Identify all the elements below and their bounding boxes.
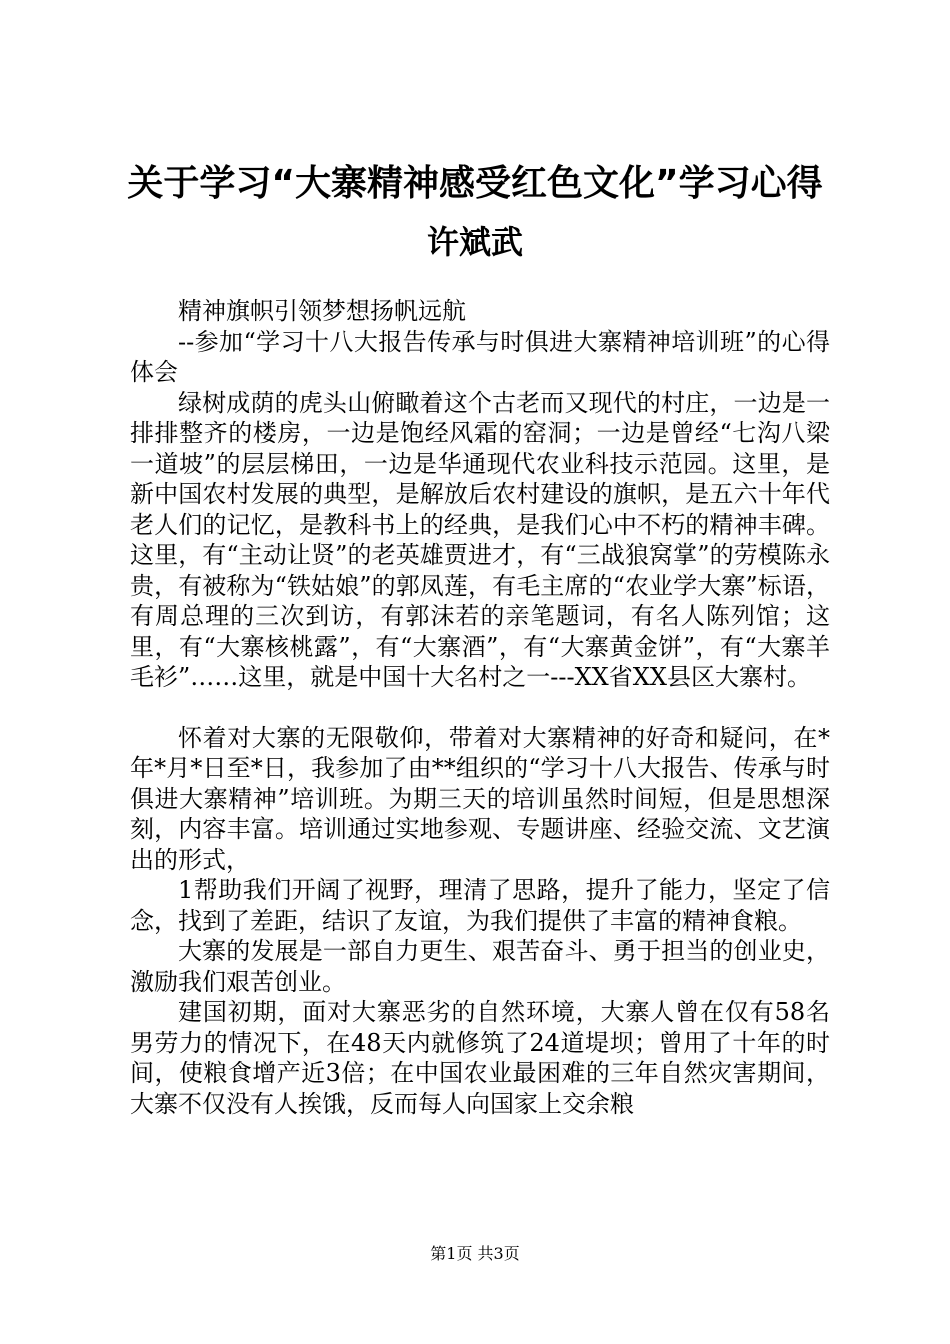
body-paragraph: 建国初期，面对大寨恶劣的自然环境，大寨人曾在仅有58名男劳力的情况下，在48天内就修筑了24道堤坝；曾用了十年的时间，使粮食增产近3倍；在中国农业最困难的三年自然灾害期间，大寨不仅没有人挨饿，反而每人向国家上交余粮 xyxy=(130,998,830,1118)
document-author: 许斌武 xyxy=(426,223,523,261)
document-title: 关于学习“大寨精神感受红色文化”学习心得 xyxy=(127,163,823,204)
document-body xyxy=(130,296,830,1119)
subtitle-note-paragraph: --参加“学习十八大报告传承与时俱进大寨精神培训班”的心得体会 xyxy=(130,327,830,386)
body-paragraph: 绿树成荫的虎头山俯瞰着这个古老而又现代的村庄，一边是一排排整齐的楼房，一边是饱经风霜的窑洞；一边是曾经“七沟八梁一道坡”的层层梯田，一边是华通现代农业科技示范园。这里，是新中国农村发展的典型，是解放后农村建设的旗帜，是五六十年代老人们的记忆，是教科书上的经典，是我们心中不朽的精神丰碑。这里，有“主动让贤”的老英雄贾进才，有“三战狼窝掌”的劳模陈永贵，有被称为“铁姑娘”的郭凤莲，有毛主席的“农业学大寨”标语，有周总理的三次到访，有郭沫若的亲笔题词，有名人陈列馆；这里，有“大寨核桃露”，有“大寨酒”，有“大寨黄金饼”，有“大寨羊毛衫”……这里，就是中国十大名村之一---XX省XX县区大寨村。 xyxy=(130,388,830,691)
body-paragraph: 大寨的发展是一部自力更生、艰苦奋斗、勇于担当的创业史，激励我们艰苦创业。 xyxy=(130,937,830,996)
page-number-footer: 第1页 共3页 xyxy=(430,1244,520,1263)
body-paragraph: 1帮助我们开阔了视野，理清了思路，提升了能力，坚定了信念，找到了差距，结识了友谊，为我们提供了丰富的精神食粮。 xyxy=(130,876,830,935)
body-paragraph: 怀着对大寨的无限敬仰，带着对大寨精神的好奇和疑问，在*年*月*日至*日，我参加了由**组织的“学习十八大报告、传承与时俱进大寨精神”培训班。为期三天的培训虽然时间短，但是思想深刻，内容丰富。培训通过实地参观、专题讲座、经验交流、文艺演出的形式， xyxy=(130,723,830,874)
subtitle-paragraph: 精神旗帜引领梦想扬帆远航 xyxy=(178,297,466,325)
